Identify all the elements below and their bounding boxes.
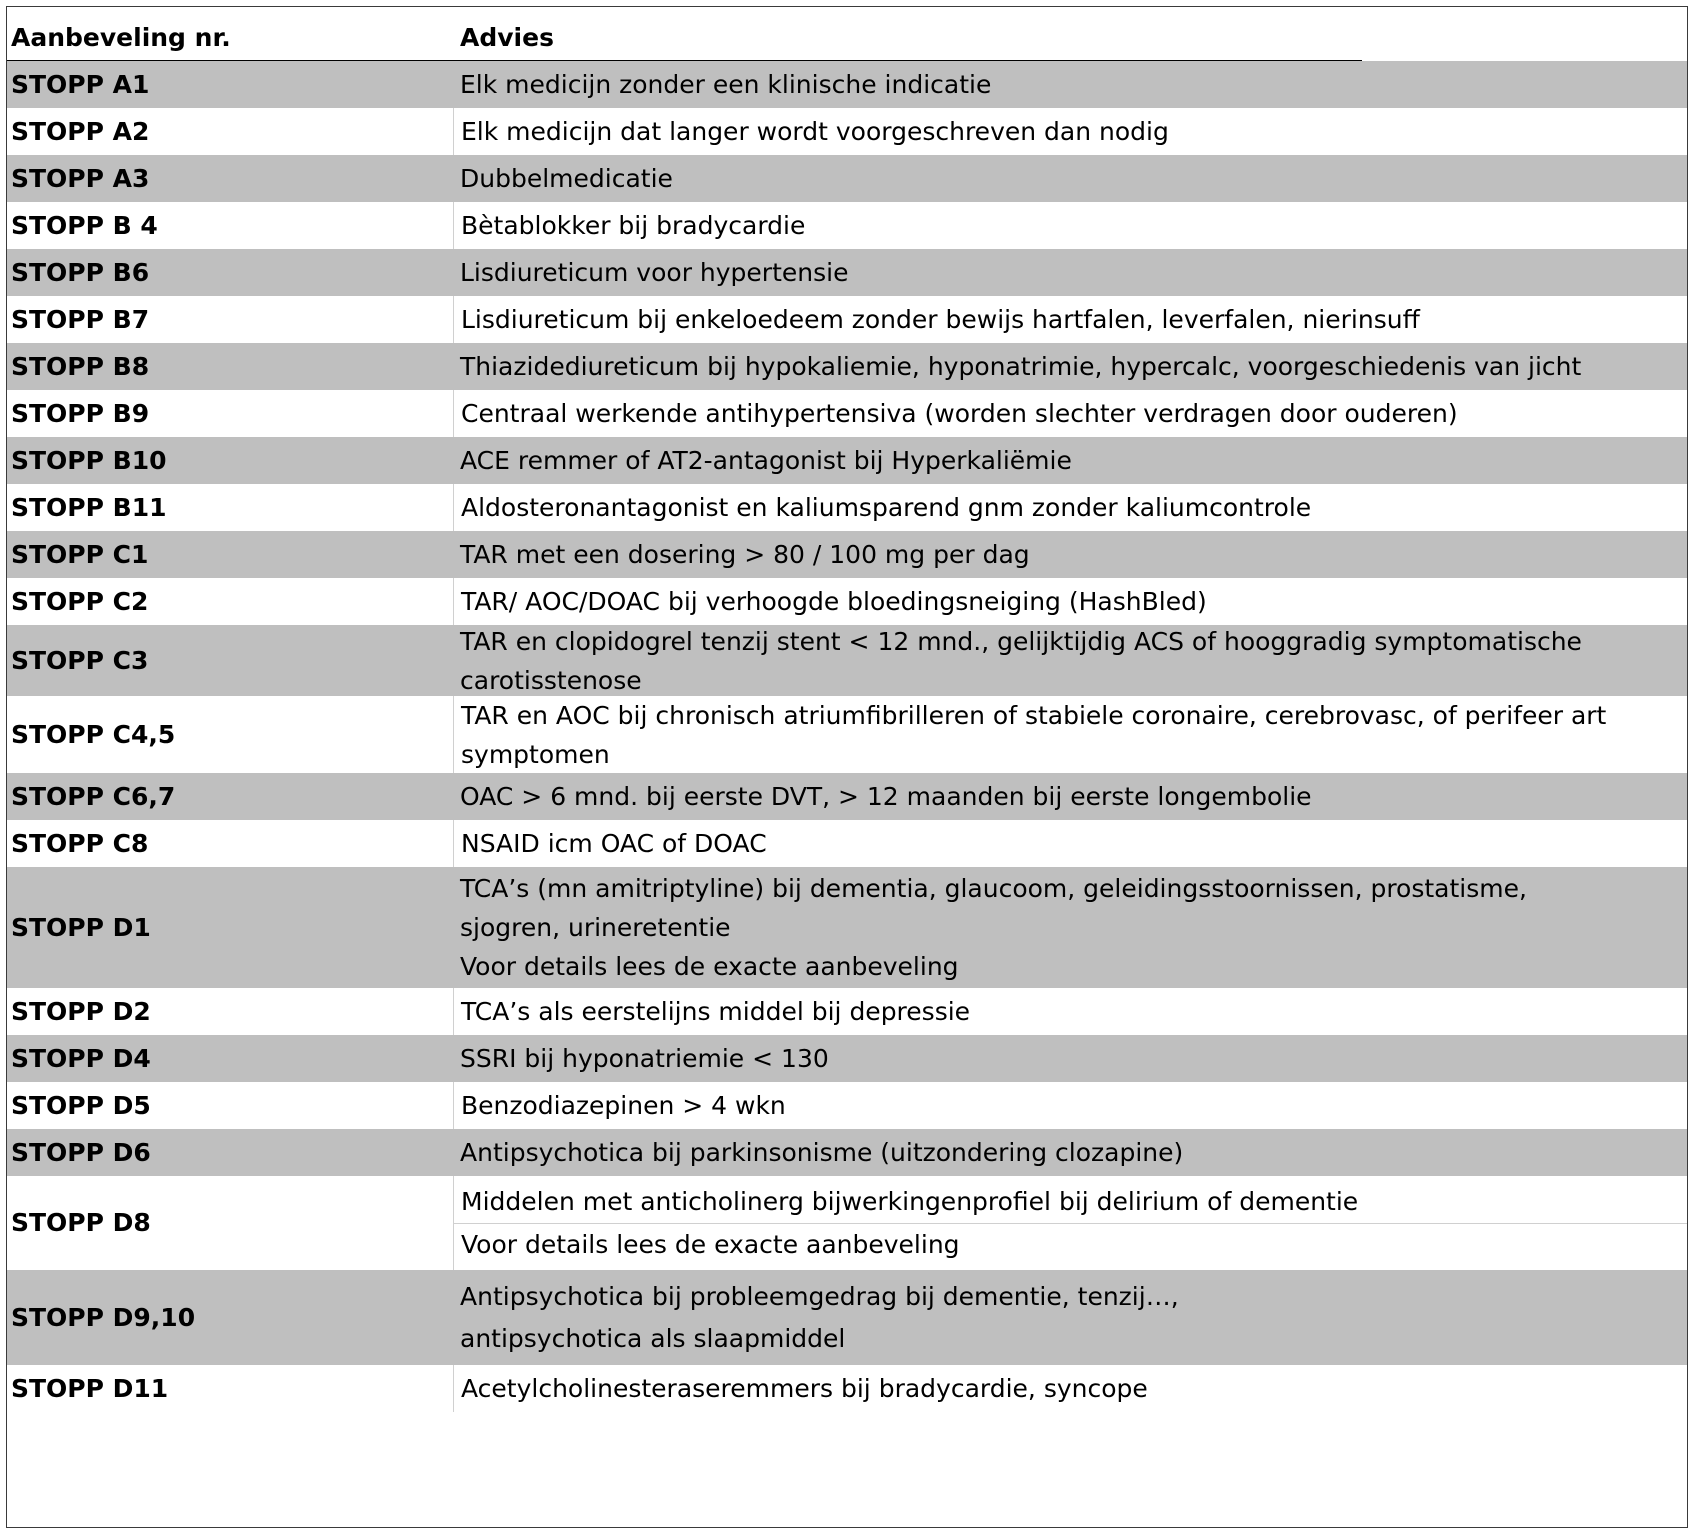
- advice-cell: [453, 108, 1687, 155]
- advice-cell: [453, 1035, 1687, 1082]
- recommendation-code: STOPP D11: [11, 1373, 169, 1403]
- recommendation-code: STOPP B7: [11, 304, 150, 334]
- recommendation-code: STOPP D9,10: [11, 1302, 196, 1332]
- advice-text: Antipsychotica bij probleemgedrag bij dementie, tenzij…,: [460, 1281, 1179, 1311]
- table-body: [7, 61, 1687, 1412]
- advice-cell: [453, 484, 1687, 531]
- advice-text: ACE remmer of AT2-antagonist bij Hyperkaliëmie: [460, 445, 1072, 475]
- table-row: [7, 1365, 1687, 1412]
- advice-text: Bètablokker bij bradycardie: [461, 210, 806, 240]
- advice-text: TAR met een dosering > 80 / 100 mg per dag: [460, 539, 1030, 569]
- table-row: [7, 343, 1687, 390]
- advice-text: Acetylcholinesteraseremmers bij bradycardie, syncope: [461, 1373, 1148, 1403]
- header-code: Aanbeveling nr.: [11, 23, 231, 52]
- advice-text: Lisdiureticum voor hypertensie: [460, 257, 849, 287]
- advice-text: SSRI bij hyponatriemie < 130: [460, 1043, 829, 1073]
- table-row: [7, 696, 1687, 773]
- advice-text: Middelen met anticholinerg bijwerkingenprofiel bij delirium of dementie: [461, 1186, 1359, 1216]
- advice-text: carotisstenose: [460, 665, 642, 695]
- advice-text: Voor details lees de exacte aanbeveling: [454, 1223, 1687, 1266]
- advice-text: sjogren, urineretentie: [460, 913, 731, 942]
- advice-text: Thiazidediureticum bij hypokaliemie, hyponatrimie, hypercalc, voorgeschiedenis van jicht: [460, 351, 1582, 381]
- advice-text: TCA’s als eerstelijns middel bij depressie: [461, 996, 971, 1026]
- advice-cell: [453, 155, 1687, 202]
- advice-cell: [453, 202, 1687, 249]
- table-row: [7, 202, 1687, 249]
- recommendation-code: STOPP A2: [11, 116, 150, 146]
- table-row: [7, 1176, 1687, 1270]
- advice-cell: [453, 296, 1687, 343]
- recommendation-code: STOPP C8: [11, 828, 149, 858]
- advice-text: TAR/ AOC/DOAC bij verhoogde bloedingsneiging (HashBled): [461, 586, 1207, 616]
- advice-text: Elk medicijn zonder een klinische indicatie: [460, 69, 992, 99]
- advice-text: TCA’s (mn amitriptyline) bij dementia, glaucoom, geleidingsstoornissen, prostatisme,: [460, 874, 1527, 903]
- advice-text: Antipsychotica bij parkinsonisme (uitzondering clozapine): [460, 1137, 1184, 1167]
- advice-cell: [453, 1176, 1687, 1270]
- advice-text: Lisdiureticum bij enkeloedeem zonder bewijs hartfalen, leverfalen, nierinsuff: [461, 304, 1420, 334]
- recommendation-code: STOPP C1: [11, 539, 149, 569]
- recommendation-code: STOPP B10: [11, 445, 167, 475]
- table-row: [7, 867, 1687, 988]
- table-row: [7, 578, 1687, 625]
- table-row: [7, 531, 1687, 578]
- table-row: [7, 296, 1687, 343]
- table-row: [7, 437, 1687, 484]
- table-row: [7, 108, 1687, 155]
- recommendation-code: STOPP D5: [11, 1090, 151, 1120]
- advice-cell: [453, 343, 1687, 390]
- table-row: [7, 155, 1687, 202]
- recommendation-code: STOPP D4: [11, 1043, 151, 1073]
- recommendation-code: STOPP B 4: [11, 210, 158, 240]
- advice-text: Aldosteronantagonist en kaliumsparend gnm zonder kaliumcontrole: [461, 492, 1312, 522]
- table-row: [7, 1082, 1687, 1129]
- table-row: [7, 988, 1687, 1035]
- advice-cell: [453, 578, 1687, 625]
- advice-cell: [453, 1270, 1687, 1365]
- recommendation-code: STOPP D8: [11, 1208, 151, 1237]
- recommendation-code: STOPP C6,7: [11, 781, 176, 811]
- table-row: [7, 61, 1687, 108]
- recommendation-code: STOPP B11: [11, 492, 167, 522]
- recommendation-code: STOPP A3: [11, 163, 150, 193]
- recommendation-code: STOPP B6: [11, 257, 150, 287]
- table-row: [7, 625, 1687, 696]
- recommendation-code: STOPP D2: [11, 996, 151, 1026]
- table-row: [7, 390, 1687, 437]
- advice-text: Dubbelmedicatie: [460, 163, 673, 193]
- advice-cell: [453, 61, 1687, 108]
- advice-cell: [453, 773, 1687, 820]
- header-advice: Advies: [460, 23, 554, 52]
- table-row: [7, 1129, 1687, 1176]
- advice-text: antipsychotica als slaapmiddel: [460, 1323, 846, 1353]
- advice-text: symptomen: [461, 739, 610, 769]
- recommendation-code: STOPP B9: [11, 398, 150, 428]
- table-row: [7, 820, 1687, 867]
- recommendation-code: STOPP D6: [11, 1137, 151, 1167]
- advice-cell: [453, 625, 1687, 696]
- advice-text: TAR en AOC bij chronisch atriumfibrilleren of stabiele coronaire, cerebrovasc, of perifeer art: [461, 700, 1607, 730]
- recommendation-code: STOPP A1: [11, 69, 150, 99]
- advice-text: TAR en clopidogrel tenzij stent < 12 mnd., gelijktijdig ACS of hooggradig symptomatische: [460, 626, 1582, 656]
- advice-text: Centraal werkende antihypertensiva (worden slechter verdragen door ouderen): [461, 398, 1458, 428]
- recommendation-code: STOPP B8: [11, 351, 150, 381]
- recommendation-code: STOPP C4,5: [11, 719, 176, 749]
- table-header: [7, 7, 1687, 61]
- advice-cell: [453, 988, 1687, 1035]
- advice-cell: [453, 820, 1687, 867]
- advice-text: OAC > 6 mnd. bij eerste DVT, > 12 maanden bij eerste longembolie: [460, 781, 1312, 811]
- table-row: [7, 484, 1687, 531]
- advice-text: Voor details lees de exacte aanbeveling: [460, 952, 959, 981]
- advice-cell: [453, 531, 1687, 578]
- table-row: [7, 249, 1687, 296]
- recommendation-code: STOPP D1: [11, 912, 151, 942]
- advice-cell: [453, 390, 1687, 437]
- table-row: [7, 1035, 1687, 1082]
- stopp-table: [6, 6, 1688, 1528]
- recommendation-code: STOPP C3: [11, 645, 149, 675]
- table-row: [7, 773, 1687, 820]
- advice-cell: [453, 1082, 1687, 1129]
- advice-cell: [453, 1129, 1687, 1176]
- advice-cell: [453, 867, 1687, 988]
- advice-cell: [453, 437, 1687, 484]
- table-row: [7, 1270, 1687, 1365]
- advice-text: NSAID icm OAC of DOAC: [461, 828, 767, 858]
- advice-cell: [453, 1365, 1687, 1412]
- recommendation-code: STOPP C2: [11, 586, 149, 616]
- advice-text: Benzodiazepinen > 4 wkn: [461, 1090, 786, 1120]
- advice-text: Elk medicijn dat langer wordt voorgeschreven dan nodig: [461, 116, 1169, 146]
- advice-cell: [453, 696, 1687, 773]
- advice-cell: [453, 249, 1687, 296]
